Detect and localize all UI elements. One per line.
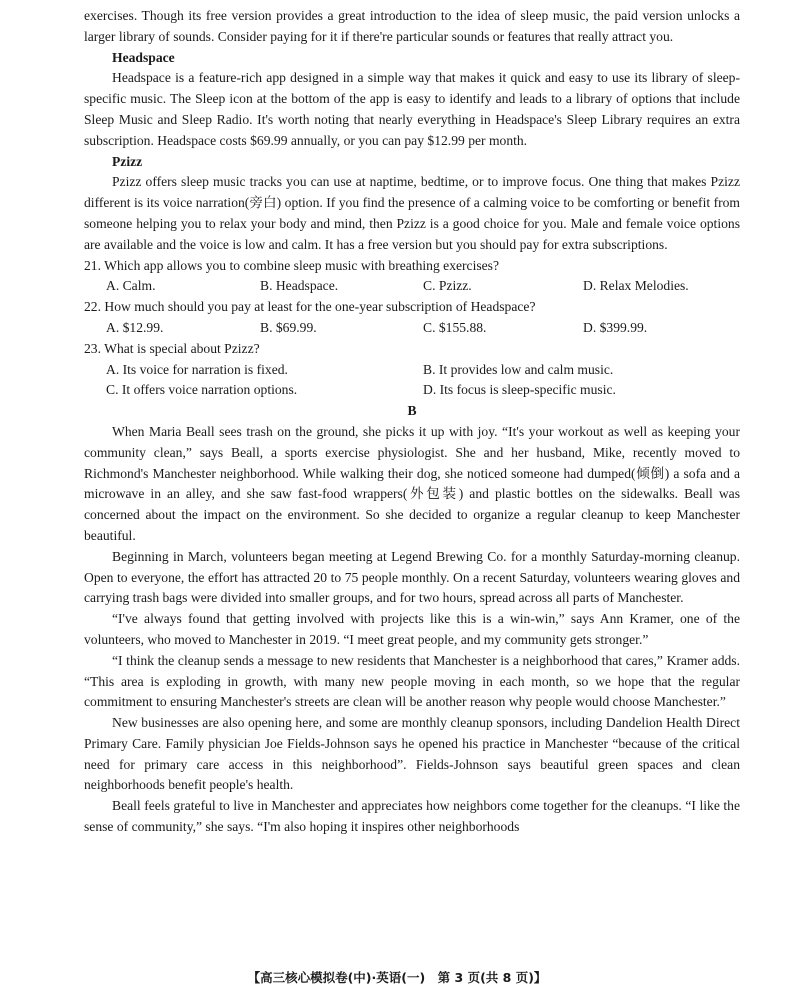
question-22-options	[106, 318, 740, 339]
page-footer: 【高三核心模拟卷(中)·英语(一) 第 3 页(共 8 页)】	[247, 970, 547, 985]
q22-option-d: D. $399.99.	[583, 319, 648, 335]
section-b-label: B	[407, 403, 417, 419]
pzizz-paragraph: Pzizz offers sleep music tracks you can use at naptime, bedtime, or to improve focus. One thing that makes Pzizz different is its voice narration(旁白) option. If you find the presence of a calming voice to be comforting or benefit from someone helping you to relax your body and mind, then Pzizz is a good choice for you. Male and female voice options are available and the voice is low and calm. It has a free version but you should pay for extra subscriptions.	[84, 174, 740, 252]
headspace-paragraph: Headspace is a feature-rich app designed in a simple way that makes it quick and easy to use its library of sleep-specific music. The Sleep icon at the bottom of the app is easy to identify and leads to a library of options that include Sleep Music and Sleep Radio. It's worth noting that nearly everything in Headspace's Sleep Library requires an extra subscription. Headspace costs $69.99 annually, or you can pay $12.99 per month.	[84, 70, 740, 148]
section-b-paragraph-4: “I think the cleanup sends a message to new residents that Manchester is a neighborhood that cares,” Kramer adds. “This area is exploding in growth, with many new people moving in each month, so we hope that the regular commitment to ensuring Manchester's streets are clean will be another reason why people would choose Manchester.”	[84, 652, 740, 710]
q22-option-b: B. $69.99.	[260, 319, 317, 335]
q23-option-c: C. It offers voice narration options.	[106, 382, 298, 398]
q21-option-d: D. Relax Melodies.	[583, 278, 689, 294]
q21-option-c: C. Pzizz.	[423, 278, 472, 294]
question-23-stem: 23. What is special about Pzizz?	[84, 340, 260, 356]
section-b-paragraph-1: When Maria Beall sees trash on the ground, she picks it up with joy. “It's your workout as well as keeping your community clean,” says Beall, a sports exercise physiologist. She and her husband, Mike, recently moved to Richmond's Manchester neighborhood. While walking their dog, she noticed someone had dumped(倾倒) a sofa and a microwave in an alley, and she saw fast-food wrappers(外包装) and plastic bottles on the sidewalks. Beall was concerned about the impact on the environment. So she decided to organize a regular cleanup to keep Manchester beautiful.	[84, 423, 740, 543]
section-b-paragraph-6: Beall feels grateful to live in Manchester and appreciates how neighbors come together for the cleanups. “I like the sense of community,” she says. “I'm also hoping it inspires other neighborhoods	[84, 798, 740, 835]
question-21-stem: 21. Which app allows you to combine sleep music with breathing exercises?	[84, 257, 500, 273]
q23-option-b: B. It provides low and calm music.	[423, 361, 614, 377]
section-b-paragraph-2: Beginning in March, volunteers began meeting at Legend Brewing Co. for a monthly Saturday-morning cleanup. Open to everyone, the effort has attracted 20 to 75 people monthly. On a recent Saturday, volunteers wearing gloves and carrying trash bags were divided into smaller groups, and for two hours, spread across all parts of Manchester.	[84, 548, 740, 606]
q23-option-d: D. Its focus is sleep-specific music.	[423, 382, 616, 398]
section-b-paragraph-5: New businesses are also opening here, and some are monthly cleanup sponsors, including Dandelion Health Direct Primary Care. Family physician Joe Fields-Johnson says he opened his practice in Manchester “because of the critical need for primary care access in this neighborhood”. Fields-Johnson says beautiful green spaces and clean neighborhoods benefit people's health.	[84, 715, 740, 793]
q22-option-c: C. $155.88.	[423, 319, 487, 335]
headspace-heading: Headspace	[112, 49, 175, 65]
q21-option-b: B. Headspace.	[260, 278, 339, 294]
q21-option-a: A. Calm.	[106, 278, 156, 294]
pzizz-heading: Pzizz	[112, 153, 143, 169]
question-23-options-row1	[106, 360, 740, 381]
question-23-options-row2	[106, 380, 740, 401]
passage-a-intro-tail: exercises. Though its free version provides a great introduction to the idea of sleep music, the paid version unlocks a larger library of sounds. Consider paying for it if there're particular sounds or features that really attract you.	[84, 8, 740, 44]
page-content	[84, 6, 740, 838]
question-22-stem: 22. How much should you pay at least for the one-year subscription of Headspace?	[84, 299, 536, 315]
question-21-options	[106, 276, 740, 297]
q23-option-a: A. Its voice for narration is fixed.	[106, 361, 288, 377]
section-b-paragraph-3: “I've always found that getting involved with projects like this is a win-win,” says Ann Kramer, one of the volunteers, who moved to Manchester in 2019. “I meet great people, and my community gets stronger.”	[84, 611, 740, 647]
q22-option-a: A. $12.99.	[106, 319, 164, 335]
